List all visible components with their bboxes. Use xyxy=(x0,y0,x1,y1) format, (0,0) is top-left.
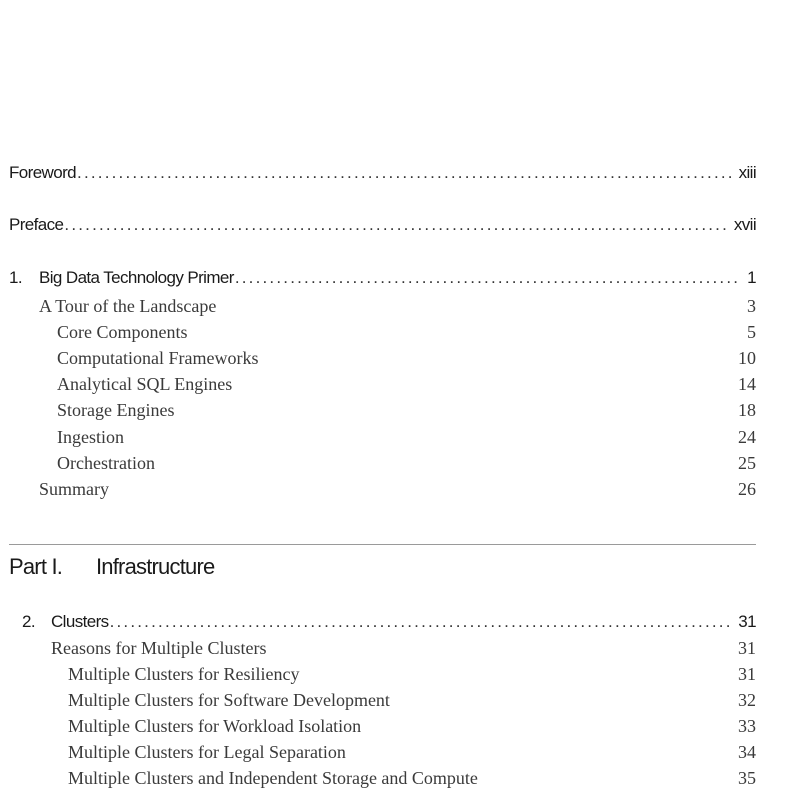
entry-page: 35 xyxy=(738,768,756,788)
chapter-title: Big Data Technology Primer xyxy=(39,268,234,287)
toc-entry-tour-of-landscape[interactable] xyxy=(39,296,756,317)
toc-entry-summary[interactable] xyxy=(39,479,756,500)
entry-label: Computational Frameworks xyxy=(57,348,259,368)
entry-page: 1 xyxy=(747,268,756,287)
entry-page: 10 xyxy=(738,348,756,368)
entry-label xyxy=(9,268,234,288)
part-divider xyxy=(9,544,756,545)
toc-entry-reasons-multiple-clusters[interactable] xyxy=(51,638,756,659)
entry-page: 31 xyxy=(738,612,756,631)
entry-page: 25 xyxy=(738,453,756,473)
entry-label: Reasons for Multiple Clusters xyxy=(51,638,267,658)
toc-entry-clusters-workload-isolation[interactable] xyxy=(68,716,756,737)
chapter-number: 1. xyxy=(9,268,22,287)
toc-entry-chapter-2[interactable] xyxy=(22,612,756,632)
entry-page: 26 xyxy=(738,479,756,499)
entry-label: Summary xyxy=(39,479,109,499)
dot-leader xyxy=(110,612,733,632)
entry-page: xvii xyxy=(733,215,756,234)
toc-entry-clusters-software-development[interactable] xyxy=(68,690,756,711)
entry-label: Multiple Clusters for Software Development xyxy=(68,690,390,710)
entry-page: 14 xyxy=(738,374,756,394)
toc-entry-preface[interactable] xyxy=(9,215,756,235)
entry-page: 24 xyxy=(738,427,756,447)
dot-leader xyxy=(64,215,727,235)
entry-label: Preface xyxy=(9,215,64,234)
dot-leader xyxy=(235,268,741,288)
toc-entry-computational-frameworks[interactable] xyxy=(57,348,756,369)
entry-label: Multiple Clusters for Workload Isolation xyxy=(68,716,362,736)
toc-entry-clusters-resiliency[interactable] xyxy=(68,664,756,685)
toc-entry-clusters-independent-storage-compute[interactable] xyxy=(68,768,756,789)
entry-page: 5 xyxy=(747,322,756,342)
part-title: Infrastructure xyxy=(96,554,215,579)
dot-leader xyxy=(77,163,733,183)
toc-entry-storage-engines[interactable] xyxy=(57,400,756,421)
entry-label xyxy=(22,612,109,632)
entry-label: Core Components xyxy=(57,322,188,342)
chapter-title: Clusters xyxy=(51,612,109,631)
chapter-number: 2. xyxy=(22,612,35,631)
toc-entry-analytical-sql-engines[interactable] xyxy=(57,374,756,395)
entry-label: Analytical SQL Engines xyxy=(57,374,233,394)
entry-label: Multiple Clusters and Independent Storage and Compute xyxy=(68,768,478,788)
toc-entry-core-components[interactable] xyxy=(57,322,756,343)
entry-page: 31 xyxy=(738,664,756,684)
entry-label: Multiple Clusters for Resiliency xyxy=(68,664,300,684)
entry-page: 32 xyxy=(738,690,756,710)
entry-label: A Tour of the Landscape xyxy=(39,296,217,316)
toc-entry-chapter-1[interactable] xyxy=(9,268,756,288)
entry-page: xiii xyxy=(738,163,756,182)
entry-page: 3 xyxy=(747,296,756,316)
part-label: Part I. xyxy=(9,554,63,579)
entry-page: 31 xyxy=(738,638,756,658)
toc-entry-ingestion[interactable] xyxy=(57,427,756,448)
entry-label: Ingestion xyxy=(57,427,124,447)
toc-entry-clusters-legal-separation[interactable] xyxy=(68,742,756,763)
part-heading[interactable] xyxy=(9,554,214,580)
entry-page: 18 xyxy=(738,400,756,420)
toc-entry-foreword[interactable] xyxy=(9,163,756,183)
entry-label: Storage Engines xyxy=(57,400,175,420)
entry-page: 34 xyxy=(738,742,756,762)
entry-label: Foreword xyxy=(9,163,77,182)
entry-page: 33 xyxy=(738,716,756,736)
toc-entry-orchestration[interactable] xyxy=(57,453,756,474)
entry-label: Multiple Clusters for Legal Separation xyxy=(68,742,346,762)
entry-label: Orchestration xyxy=(57,453,155,473)
